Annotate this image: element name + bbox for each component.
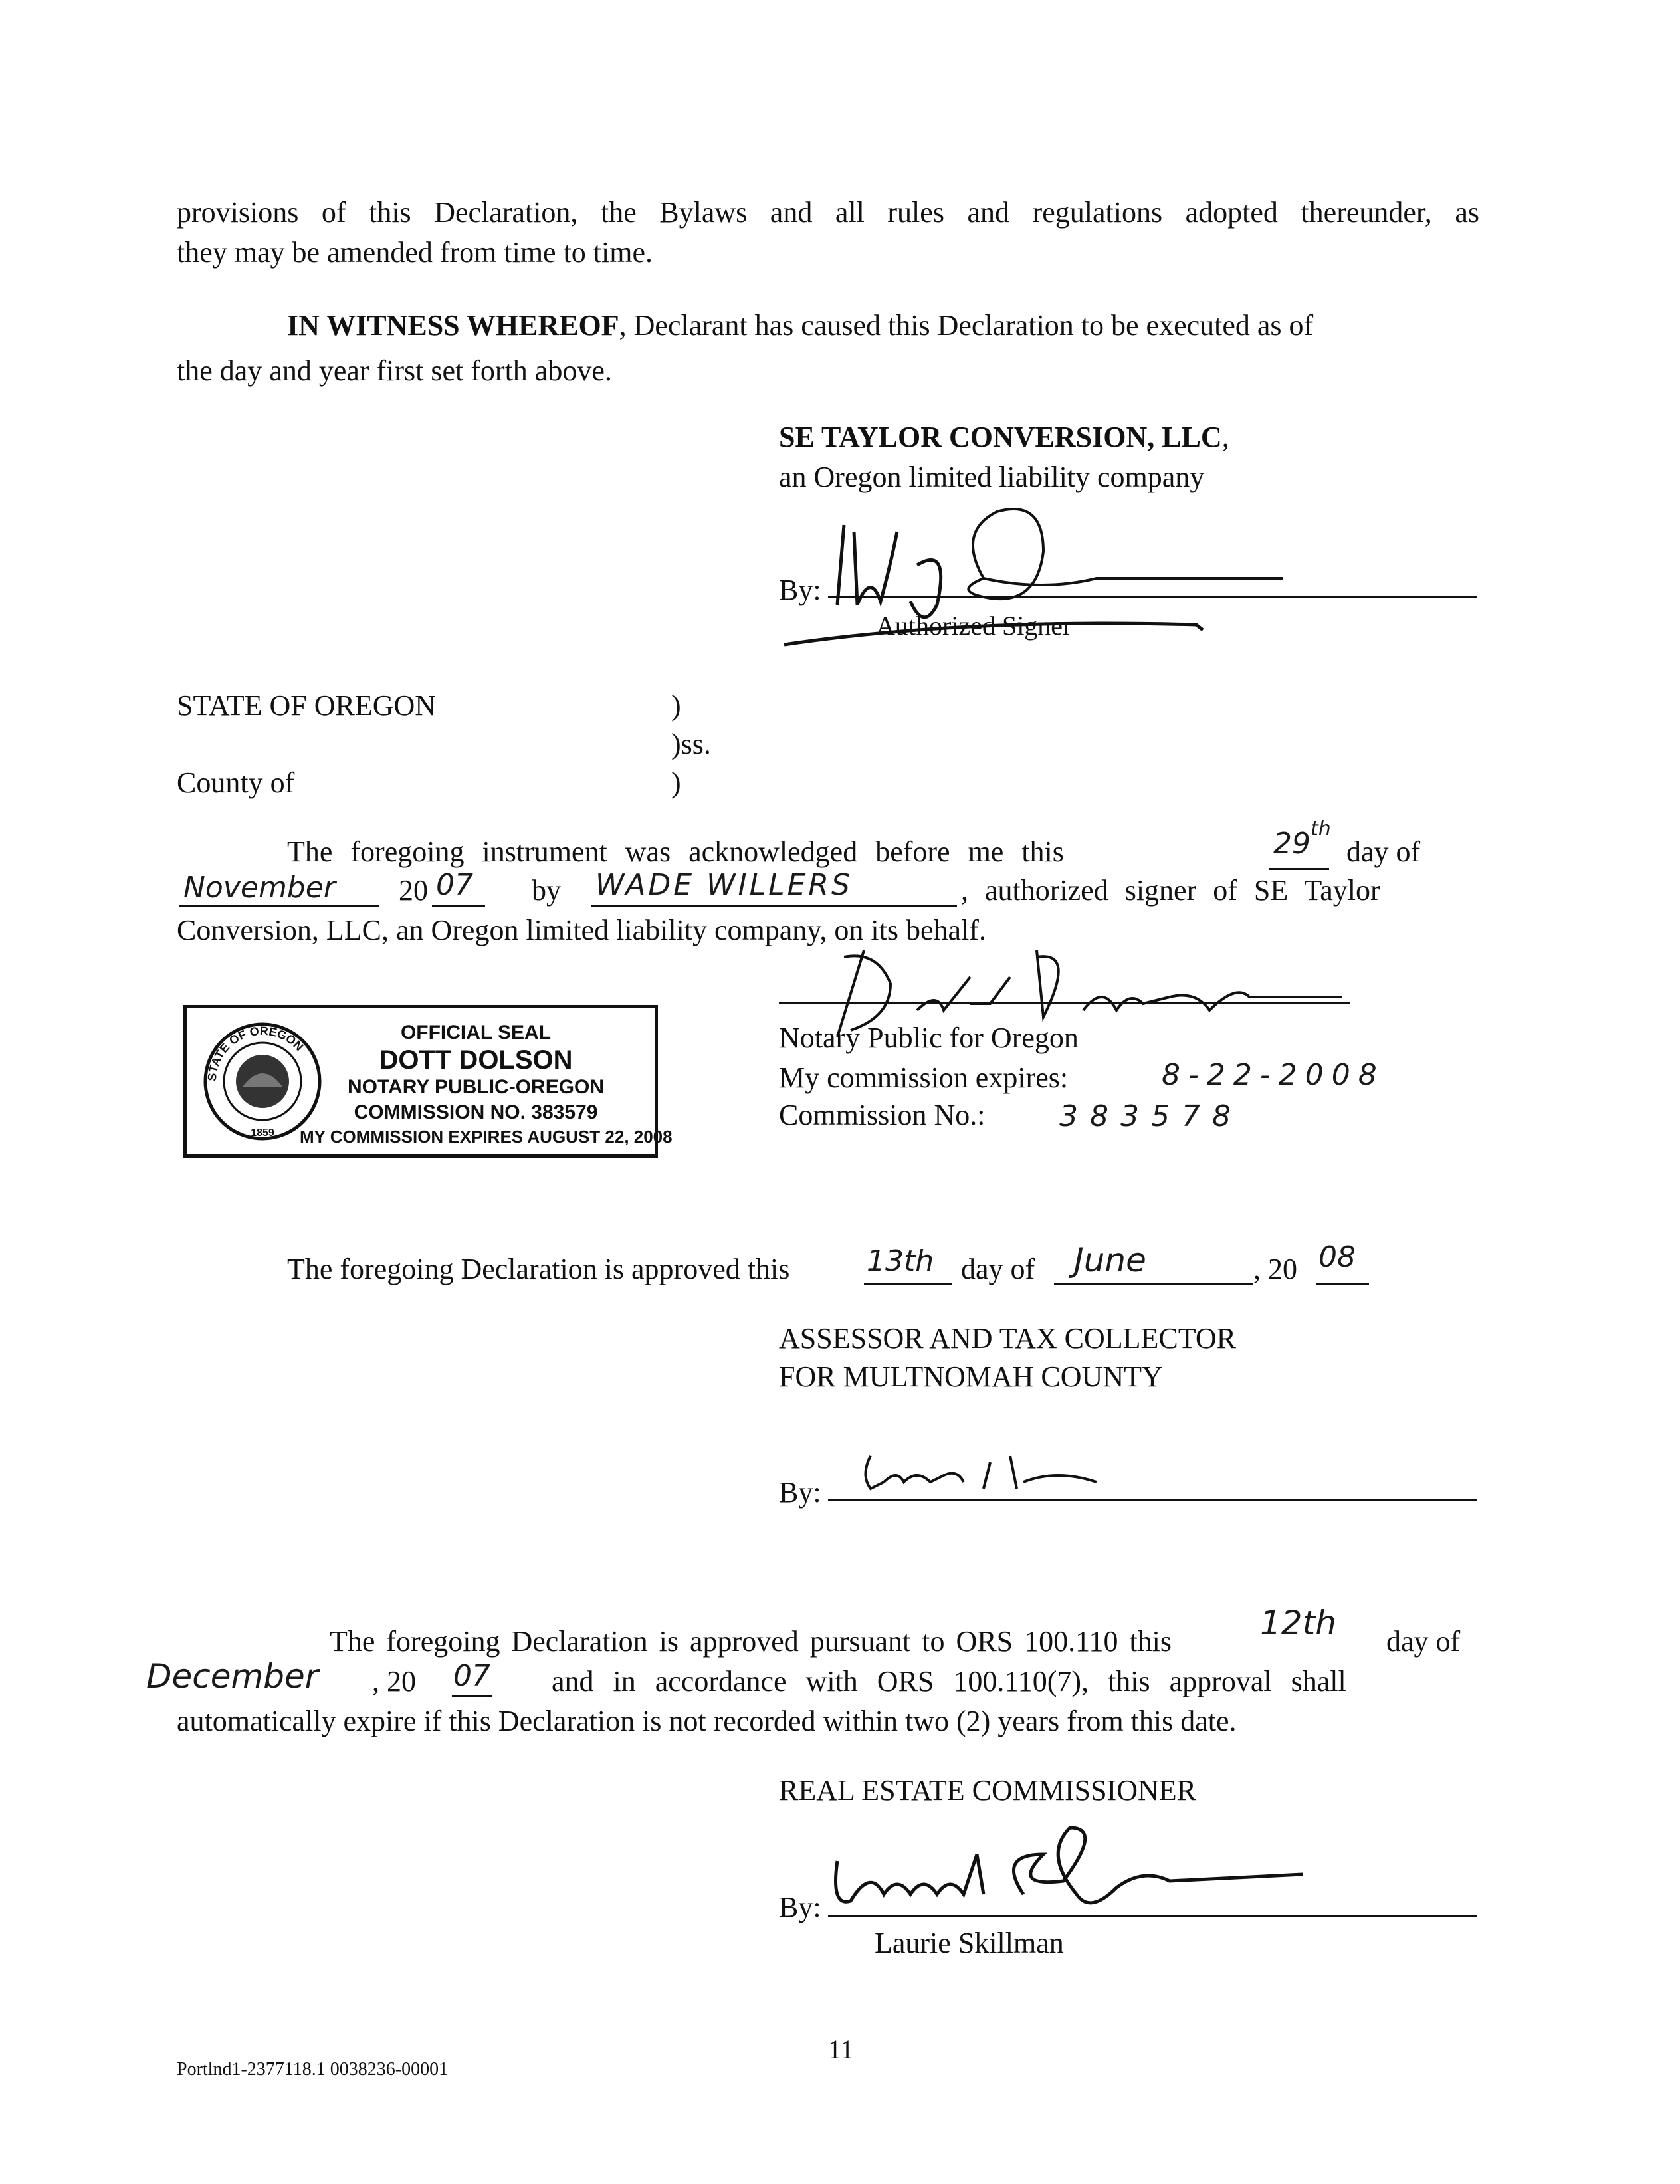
ack-line-1a: The foregoing instrument was acknowledged before me this bbox=[287, 835, 1064, 868]
ors-line-3: automatically expire if this Declaration is not recorded within two (2) years from this date. bbox=[177, 1705, 1237, 1737]
approved-year-line bbox=[1316, 1283, 1369, 1285]
commission-no-label: Commission No.: bbox=[779, 1099, 986, 1131]
assessor-line-2: FOR MULTNOMAH COUNTY bbox=[779, 1361, 1163, 1393]
intro-line-1: provisions of this Declaration, the Bylaws and all rules and regulations adopted thereunder, as bbox=[177, 196, 1479, 229]
assessor-line-1: ASSESSOR AND TAX COLLECTOR bbox=[779, 1322, 1236, 1355]
ack-year-prefix: 20 bbox=[399, 874, 428, 907]
seal-line-5: MY COMMISSION EXPIRES AUGUST 22, 2008 bbox=[300, 1127, 673, 1147]
company-name-bold: SE TAYLOR CONVERSION, LLC bbox=[779, 421, 1222, 453]
company-name bbox=[779, 417, 1229, 457]
assessor-by-label: By: bbox=[779, 1476, 821, 1509]
ors-year-handwritten: 07 bbox=[453, 1659, 490, 1693]
venue-paren-1: ) bbox=[671, 689, 681, 722]
authorized-signer-label: Authorized Signer bbox=[876, 611, 1072, 641]
approved-text-b: day of bbox=[961, 1253, 1035, 1285]
commissioner-by-label: By: bbox=[779, 1891, 821, 1923]
ack-name-handwritten: WADE WILLERS bbox=[595, 868, 853, 902]
seal-ring-text: STATE OF OREGON bbox=[205, 1024, 306, 1082]
notary-title: Notary Public for Oregon bbox=[779, 1022, 1079, 1054]
approved-month-handwritten: June bbox=[1074, 1241, 1146, 1279]
venue-paren-3: ) bbox=[671, 766, 681, 799]
seal-line-2: DOTT DOLSON bbox=[379, 1045, 573, 1075]
approved-text-c: , 20 bbox=[1253, 1253, 1297, 1285]
ors-line-1b: day of bbox=[1386, 1625, 1461, 1658]
ack-name-line bbox=[591, 905, 957, 907]
page-number: 11 bbox=[828, 2034, 854, 2064]
company-name-comma: , bbox=[1221, 421, 1229, 453]
ack-day-handwritten: 29 bbox=[1273, 827, 1311, 861]
seal-line-3: NOTARY PUBLIC-OREGON bbox=[347, 1076, 605, 1098]
seal-ring-year: 1859 bbox=[251, 1127, 274, 1139]
commissioner-signature bbox=[824, 1814, 1342, 1927]
ack-day-line bbox=[1269, 868, 1329, 870]
commission-no-handwritten: 383578 bbox=[1059, 1099, 1243, 1133]
notary-signature-line bbox=[779, 1002, 1350, 1004]
witness-text: , Declarant has caused this Declaration to be executed as of bbox=[619, 309, 1314, 342]
state-label: STATE OF OREGON bbox=[177, 689, 437, 722]
approved-text-a: The foregoing Declaration is approved this bbox=[287, 1253, 790, 1285]
ack-month-handwritten: November bbox=[183, 871, 336, 905]
commissioner-title: REAL ESTATE COMMISSIONER bbox=[779, 1774, 1196, 1806]
ack-day-suffix-handwritten: th bbox=[1311, 818, 1331, 841]
venue-ss: )ss. bbox=[671, 728, 711, 760]
seal-line-1: OFFICIAL SEAL bbox=[400, 1022, 552, 1043]
approved-day-line bbox=[864, 1283, 952, 1285]
approved-day-handwritten: 13th bbox=[867, 1244, 934, 1278]
ors-line-1a: The foregoing Declaration is approved pursuant to ORS 100.110 this bbox=[330, 1625, 1172, 1658]
commissioner-name: Laurie Skillman bbox=[875, 1927, 1064, 1959]
ors-line-2a: , 20 bbox=[372, 1665, 416, 1697]
official-seal-stamp bbox=[183, 1005, 673, 1158]
ack-line-3: Conversion, LLC, an Oregon limited liability company, on its behalf. bbox=[177, 914, 986, 946]
ack-year-handwritten: 07 bbox=[436, 868, 473, 902]
approved-year-handwritten: 08 bbox=[1318, 1240, 1356, 1274]
ors-day-handwritten: 12th bbox=[1260, 1604, 1336, 1642]
witness-heading: IN WITNESS WHEREOF bbox=[287, 309, 619, 342]
ack-by: by bbox=[532, 874, 561, 907]
commission-expires-label: My commission expires: bbox=[779, 1061, 1069, 1094]
ors-month-handwritten: December bbox=[146, 1657, 319, 1695]
witness-line-1 bbox=[287, 306, 1313, 346]
company-description: an Oregon limited liability company bbox=[779, 461, 1205, 493]
intro-line-2: they may be amended from time to time. bbox=[177, 236, 653, 269]
ack-line-1b: day of bbox=[1346, 835, 1421, 868]
approved-month-line bbox=[1054, 1283, 1253, 1285]
document-code: Portlnd1-2377118.1 0038236-00001 bbox=[177, 2059, 449, 2080]
ors-line-2b-text: and in accordance with ORS 100.110(7), this approval shall bbox=[552, 1665, 1346, 1697]
ack-line-2-rest: , authorized signer of SE Taylor bbox=[961, 874, 1380, 907]
commission-expires-handwritten: 8-22-2008 bbox=[1162, 1058, 1385, 1092]
witness-line-2: the day and year first set forth above. bbox=[177, 354, 612, 387]
assessor-signature bbox=[857, 1442, 1123, 1502]
county-label: County of bbox=[177, 766, 295, 799]
ack-year-line bbox=[432, 905, 485, 907]
seal-line-4: COMMISSION NO. 383579 bbox=[354, 1101, 598, 1123]
company-by-label: By: bbox=[779, 574, 821, 606]
